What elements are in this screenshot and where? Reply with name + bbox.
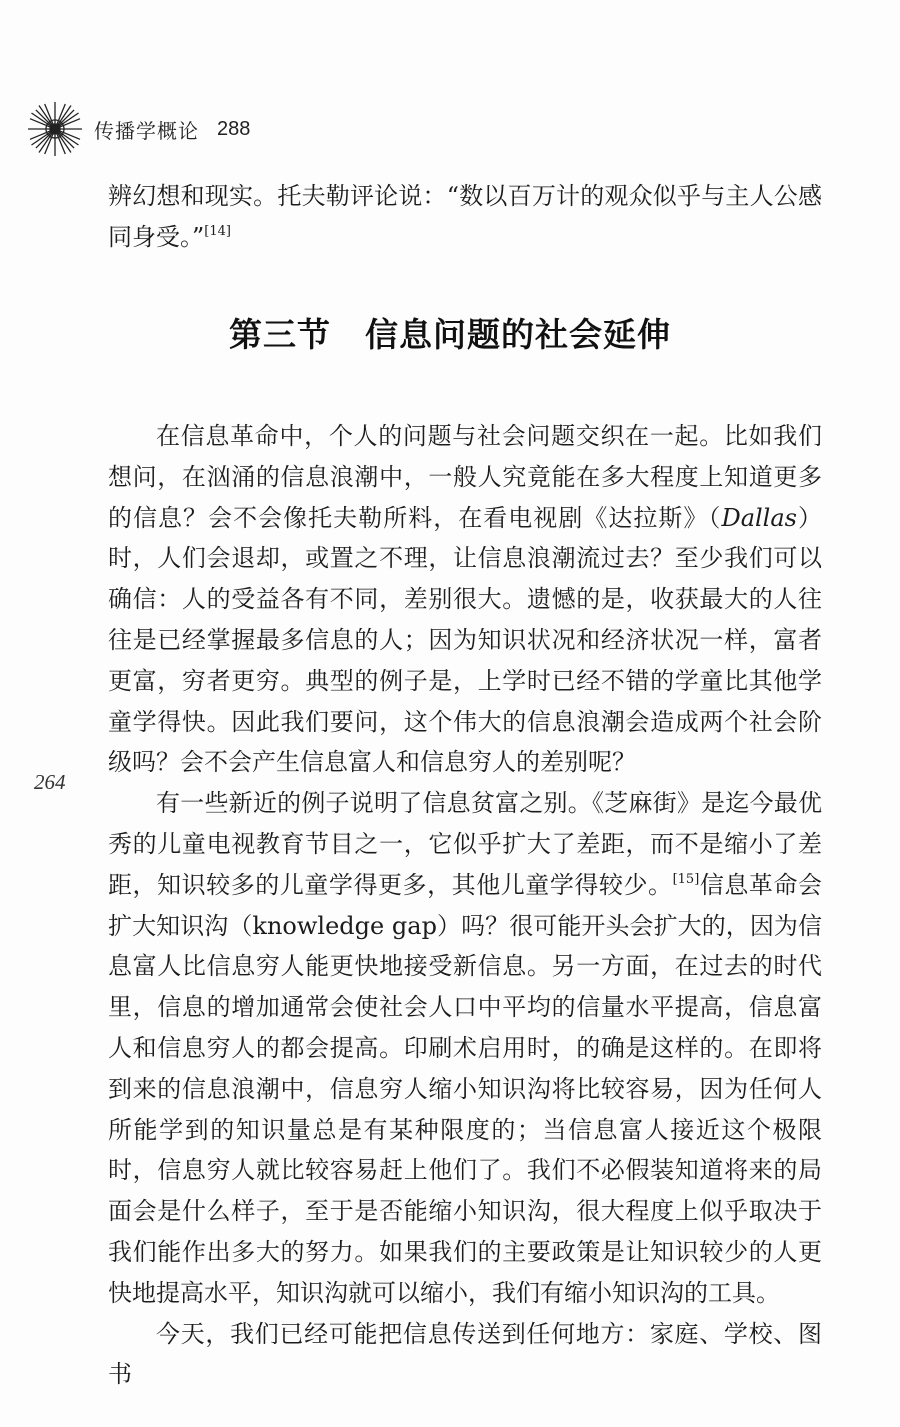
footnote-ref-14: [14]: [204, 223, 231, 239]
paragraph-2: [108, 783, 822, 1313]
paragraph-1-text-a: 在信息革命中，个人的问题与社会问题交织在一起。比如我们想问，在汹涌的信息浪潮中，一般人究竟能在多大程度上知道更多的信息？会不会像托夫勒所料，在看电视剧《达拉斯》（: [108, 422, 822, 532]
opening-text-block: [108, 176, 822, 258]
page-number: 288: [217, 117, 251, 140]
paragraph-3: [108, 1314, 822, 1396]
paragraph-1: [108, 416, 822, 783]
margin-original-page-number: 264: [34, 770, 66, 794]
paragraph-2-text-a: 有一些新近的例子说明了信息贫富之别。《芝麻街》是迄今最优秀的儿童电视教育节目之一，它似乎扩大了差距，而不是缩小了差距，知识较多的儿童学得更多，其他儿童学得较少。: [108, 789, 822, 899]
opening-text: 辨幻想和现实。托夫勒评论说：“数以百万计的观众似乎与主人公感同身受。”: [108, 182, 822, 251]
section-title: 第三节 信息问题的社会延伸: [229, 315, 671, 354]
paragraph-2-text-b: 信息革命会扩大知识沟（knowledge gap）吗？很可能开头会扩大的，因为信息富人比信息穷人能更快地接受新信息。另一方面，在过去的时代里，信息的增加通常会使社会人口中平均的信量水平提高，信息富人和信息穷人的都会提高。印刷术启用时，的确是这样的。在即将到来的信息浪潮中，信息穷人缩小知识沟将比较容易，因为任何人所能学到的知识量总是有某种限度的；当信息富人接近这个极限时，信息穷人就比较容易赶上他们了。我们不必假装知道将来的局面会是什么样子，至于是否能缩小知识沟，很大程度上似乎取决于我们能作出多大的努力。如果我们的主要政策是让知识较少的人更快地提高水平，知识沟就可以缩小，我们有缩小知识沟的工具。: [108, 870, 822, 1307]
footnote-ref-15: [15]: [672, 871, 700, 887]
main-text-block: [108, 416, 822, 1395]
dallas-italic-title: Dallas: [721, 503, 797, 532]
paragraph-1-text-b: ）时，人们会退却，或置之不理，让信息浪潮流过去？至少我们可以确信：人的受益各有不同，差别很大。遗憾的是，收获最大的人往往是已经掌握最多信息的人；因为知识状况和经济状况一样，富者更富，穷者更穷。典型的例子是，上学时已经不错的学童比其他学童学得快。因此我们要问，这个伟大的信息浪潮会造成两个社会阶级吗？会不会产生信息富人和信息穷人的差别呢？: [108, 503, 823, 777]
paragraph-3-text: 今天，我们已经可能把信息传送到任何地方：家庭、学校、图书: [108, 1319, 822, 1389]
running-header-title: 传播学概论: [94, 118, 199, 143]
sunburst-ornament-icon: [26, 100, 84, 158]
running-header: [26, 100, 250, 158]
opening-paragraph: [108, 176, 822, 258]
